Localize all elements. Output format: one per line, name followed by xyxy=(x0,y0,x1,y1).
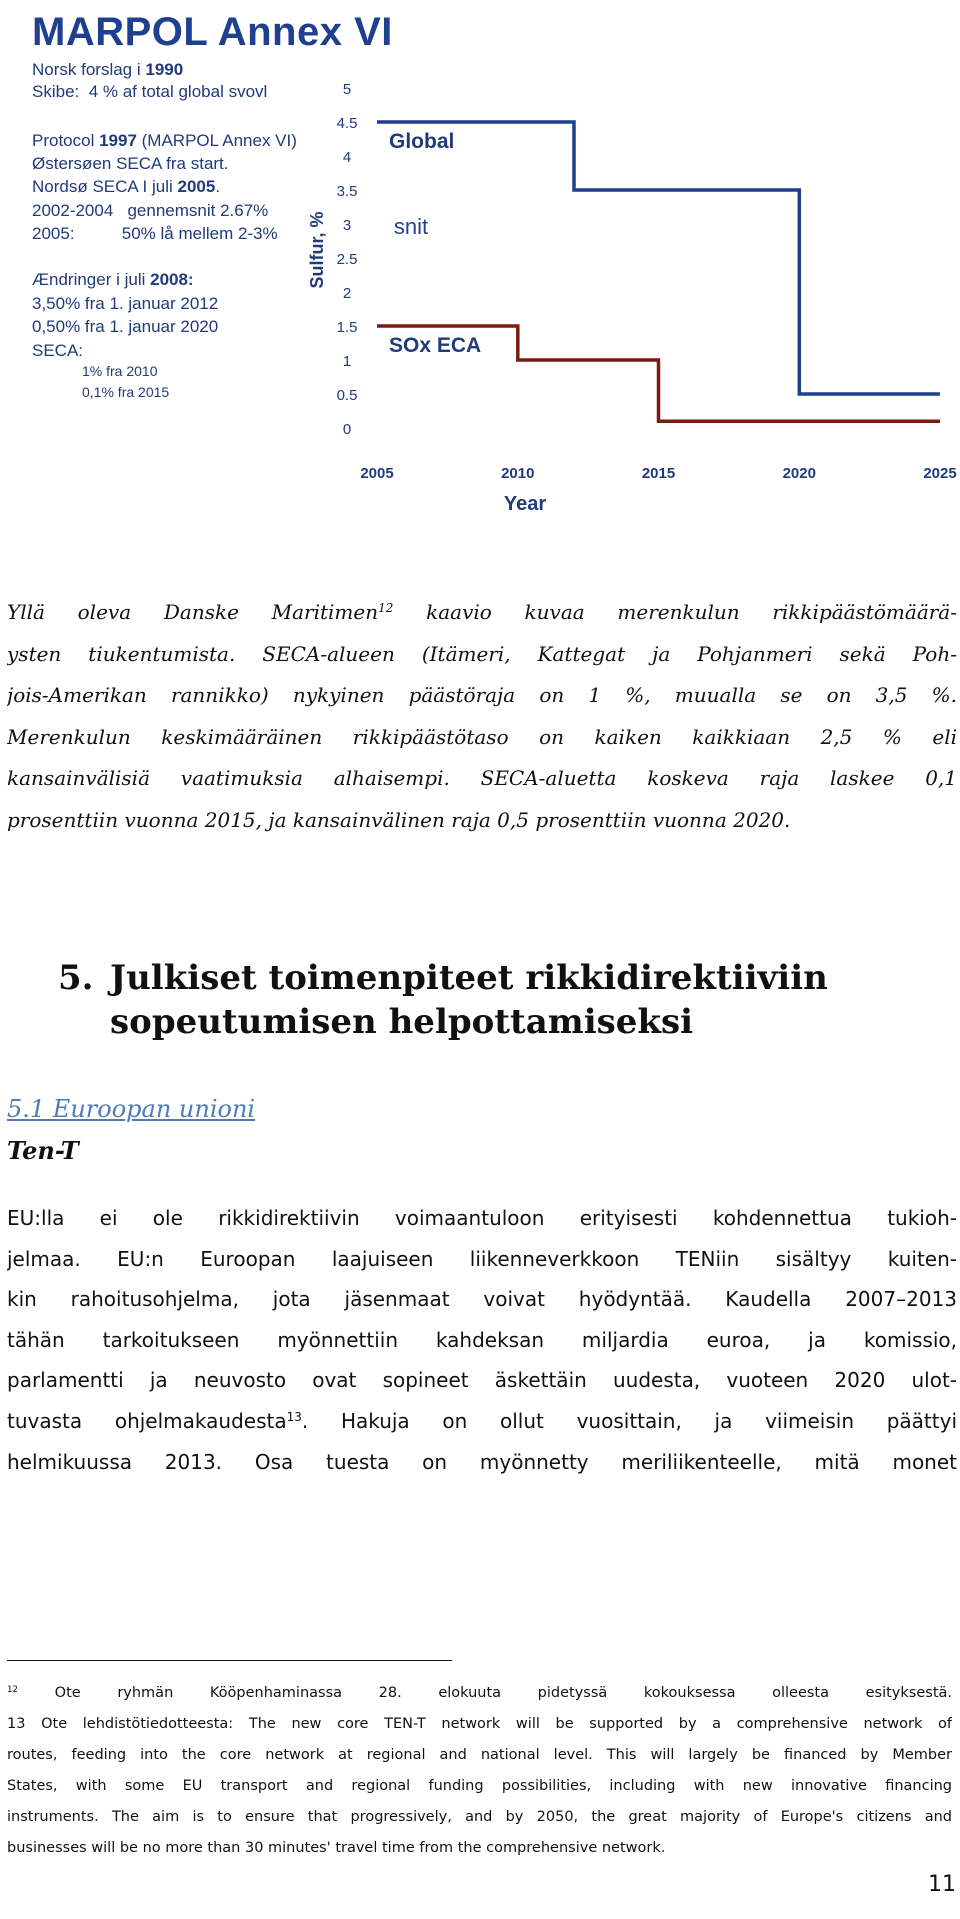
line-text: 13 Ote lehdistötiedotteesta: The new core TEN-T network will be supported by a comprehensive network of xyxy=(7,1716,952,1732)
line-text-cont: kaavio kuvaa merenkulun rikkipäästömäärä- xyxy=(393,600,957,624)
footnote-line xyxy=(7,1833,952,1864)
body-line xyxy=(7,1320,957,1361)
line-text: instruments. The aim is to ensure that progressively, and by 2050, the great majority of Europe's citizens and xyxy=(7,1809,952,1825)
line-text: parlamentti ja neuvosto ovat sopineet äskettäin uudesta, vuoteen 2020 ulot- xyxy=(7,1368,957,1393)
figure-text: 2005: 50% lå mellem 2-3% xyxy=(32,224,278,243)
footnote-ref: 12 xyxy=(7,1684,19,1695)
series-label: SOx ECA xyxy=(389,334,482,357)
intro-paragraph xyxy=(7,592,957,841)
page-number: 11 xyxy=(928,1872,956,1897)
x-tick-label: 2020 xyxy=(782,465,816,482)
chart-xlabel: Year xyxy=(503,493,547,515)
body-line xyxy=(7,1239,957,1280)
line-text: prosenttiin vuonna 2015, ja kansainvälinen raja 0,5 prosenttiin vuonna 2020. xyxy=(7,807,791,832)
section-number: 5. xyxy=(58,958,94,998)
y-tick-label: 1 xyxy=(342,353,352,370)
y-tick-label: 3 xyxy=(342,217,352,234)
figure-title: MARPOL Annex VI xyxy=(32,10,393,54)
intro-line xyxy=(7,592,957,634)
line-text: routes, feeding into the core network at regional and national level. This will largely be financed by Member xyxy=(7,1747,952,1763)
figure-text: SECA: xyxy=(32,341,84,360)
footnote-ref: 12 xyxy=(378,600,394,615)
figure-text: 3,50% fra 1. januar 2012 xyxy=(32,294,219,313)
x-tick-label: 2025 xyxy=(923,465,957,482)
figure-text-line xyxy=(32,131,297,151)
line-text: Yllä oleva Danske Maritimen xyxy=(7,600,379,624)
chart-annotation: snit xyxy=(393,214,429,240)
line-text: jois-Amerikan rannikko) nykyinen päästöraja on 1 %, muualla se on 3,5 %. xyxy=(7,683,957,707)
figure-text: Ændringer i juli xyxy=(32,270,151,289)
y-tick-label: 0.5 xyxy=(336,387,358,404)
figure-text-line xyxy=(32,224,278,244)
footnote-line xyxy=(7,1740,952,1771)
figure-text-year: 2005 xyxy=(177,177,216,196)
figure-text-line xyxy=(32,317,218,337)
y-tick-label: 5 xyxy=(342,81,352,98)
body-line xyxy=(7,1198,957,1239)
figure-text: 2002-2004 gennemsnit 2.67% xyxy=(32,201,269,220)
figure-text-line xyxy=(32,82,267,102)
line-text: jelmaa. EU:n Euroopan laajuiseen liikenneverkkoon TENiin sisältyy kuiten- xyxy=(7,1246,957,1271)
figure-text: (MARPOL Annex VI) xyxy=(136,131,297,150)
line-text: Merenkulun keskimääräinen rikkipäästötaso on kaiken kaikkiaan 2,5 % eli xyxy=(7,724,957,749)
y-tick-label: 1.5 xyxy=(336,319,358,336)
line-text: businesses will be no more than 30 minutes' travel time from the comprehensive network. xyxy=(7,1840,666,1856)
figure-text-year: 2008: xyxy=(150,270,194,289)
footnote-line xyxy=(7,1678,952,1709)
y-tick-label: 4.5 xyxy=(336,115,358,132)
footnote-line xyxy=(7,1802,952,1833)
line-text: States, with some EU transport and regional funding possibilities, including with new innovative financing xyxy=(7,1778,952,1794)
figure-text-line xyxy=(32,60,183,80)
chart-ylabel: Sulfur, % xyxy=(307,211,327,289)
x-tick-label: 2015 xyxy=(641,465,676,482)
figure-text-line xyxy=(32,177,220,197)
figure-text: 0,50% fra 1. januar 2020 xyxy=(32,317,219,336)
y-tick-label: 2.5 xyxy=(336,251,358,268)
line-text: ysten tiukentumista. SECA-alueen (Itämeri, Kattegat ja Pohjanmeri sekä Poh- xyxy=(7,641,957,666)
y-tick-label: 0 xyxy=(342,421,352,438)
sulfur-chart xyxy=(275,70,960,520)
y-tick-label: 4 xyxy=(342,149,352,166)
figure-small-text: 0,1% fra 2015 xyxy=(82,384,170,400)
subsection-heading-link[interactable]: 5.1 Euroopan unioni xyxy=(7,1095,256,1123)
figure-text: Østersøen SECA fra start. xyxy=(32,154,229,173)
footnote-line xyxy=(7,1771,952,1802)
intro-line xyxy=(7,758,957,800)
footnote-ref: 13 xyxy=(286,1409,302,1424)
intro-line xyxy=(7,717,957,759)
footnotes xyxy=(7,1678,952,1864)
figure-small-text: 1% fra 2010 xyxy=(82,363,158,379)
figure-text-line xyxy=(32,154,229,174)
marpol-figure xyxy=(0,0,960,520)
body-line xyxy=(7,1442,957,1483)
section-heading xyxy=(58,956,828,1044)
figure-text-line xyxy=(32,294,218,314)
body-line xyxy=(7,1401,957,1442)
line-text: kin rahoitusohjelma, jota jäsenmaat voivat hyödyntää. Kaudella 2007–2013 xyxy=(7,1287,957,1312)
footnote-line xyxy=(7,1709,952,1740)
y-tick-label: 2 xyxy=(342,285,352,302)
body-line xyxy=(7,1279,957,1320)
subsubsection-heading: Ten-T xyxy=(7,1136,79,1165)
line-text: helmikuussa 2013. Osa tuesta on myönnetty meriliikenteelle, mitä monet xyxy=(7,1449,957,1474)
section-title-line2: sopeutumisen helpottamiseksi xyxy=(110,1002,694,1042)
footnote-divider xyxy=(7,1660,452,1661)
figure-text: Skibe: 4 % af total global svovl xyxy=(32,82,268,101)
line-text: EU:lla ei ole rikkidirektiivin voimaantuloon erityisesti kohdennettua tukioh- xyxy=(7,1206,957,1230)
intro-line xyxy=(7,675,957,717)
figure-text-year: 1990 xyxy=(145,60,184,79)
figure-text-line xyxy=(32,270,194,290)
series-label: Global xyxy=(389,130,455,153)
figure-text: Protocol xyxy=(32,131,100,150)
line-text: tuvasta ohjelmakaudesta xyxy=(7,1408,287,1433)
line-text: tähän tarkoitukseen myönnettiin kahdeksan miljardia euroa, ja komissio, xyxy=(7,1327,957,1352)
body-paragraph xyxy=(7,1198,957,1482)
section-title-line1: Julkiset toimenpiteet rikkidirektiiviin xyxy=(110,958,828,998)
y-tick-label: 3.5 xyxy=(336,183,358,200)
line-text-cont: Ote ryhmän Kööpenhaminassa 28. elokuuta pidetyssä kokouksessa olleesta esityksestä. xyxy=(18,1685,952,1701)
line-text: kansainvälisiä vaatimuksia alhaisempi. SECA-aluetta koskeva raja laskee 0,1 xyxy=(7,766,957,790)
body-line xyxy=(7,1360,957,1401)
figure-text-year: 1997 xyxy=(99,131,137,150)
figure-text-line xyxy=(32,201,268,221)
figure-text: . xyxy=(215,177,221,196)
figure-text: Norsk forslag i xyxy=(32,60,146,79)
intro-line xyxy=(7,800,957,842)
line-text-cont: . Hakuja on ollut vuosittain, ja viimeisin päättyi xyxy=(301,1408,957,1433)
x-tick-label: 2005 xyxy=(360,465,394,482)
figure-text: Nordsø SECA I juli xyxy=(32,177,178,196)
intro-line xyxy=(7,634,957,676)
x-tick-label: 2010 xyxy=(501,465,535,482)
figure-text-line xyxy=(32,341,83,361)
